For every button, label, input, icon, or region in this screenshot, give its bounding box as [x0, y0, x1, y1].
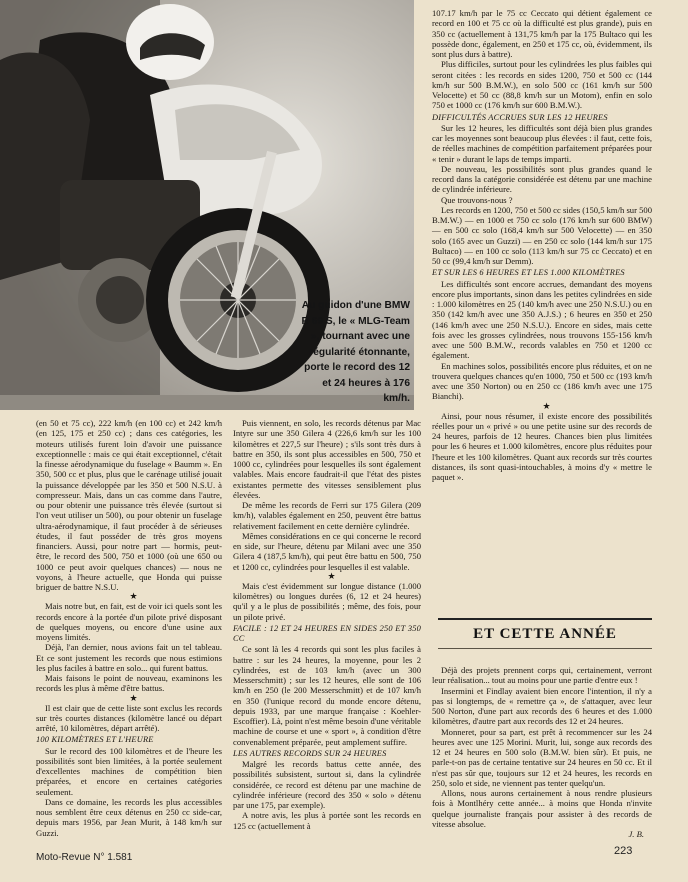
section-heading: ET SUR LES 6 HEURES ET LES 1.000 KILOMÈTRES — [432, 268, 625, 278]
section-heading: FACILE : 12 ET 24 HEURES EN SIDES 250 ET 350 CC — [233, 623, 421, 643]
paragraph: Plus difficiles, surtout pour les cylindrées les plus faibles qui seront citées : les records en sides 1200, 750 et 500 cc (144 km/h sur 500 B.M.W.), en solo 500 cc (161 km/h sur 500 Velocette) et 50 cc (88,8 km/h sur un Motom), enfin en solo 750 et 1000 cc (176 km/h sur 600 B.M.W.). — [432, 59, 652, 111]
section-title: ET CETTE ANNÉE — [473, 626, 617, 642]
separator-star: ★ — [327, 570, 336, 581]
paragraph: Mêmes considérations en ce qui concerne le record en side, sur l'heure, détenu par Milani avec une 350 Gilera 4 (187,5 km/h), qui peut être battu en 500, 750 et 1200 cc, cylindrées pour lesquelles il est valable. — [233, 530, 421, 572]
separator-star: ★ — [129, 591, 138, 602]
paragraph: Sur les 12 heures, les difficultés sont déjà bien plus grandes car les moyennes sont beaucoup plus élevées : il faut, cette fois, de réelles machines de compétition parfaitement préparées pour « tenir » durant le laps de temps imparti. — [432, 122, 652, 164]
paragraph: De nouveau, les possibilités sont plus grandes quand le record dans la catégorie considérée est détenu par une machine de cylindrée inférieure. — [432, 163, 652, 195]
paragraph: En machines solos, possibilités encore plus réduites, et on ne trouvera quelques chances qu'en 1000, 750 et 500 cc (193 km/h avec une 350 Norton) ou en 250 cc (186 km/h avec une 175 Bianchi). — [432, 360, 652, 402]
paragraph: Mais faisons le point de nouveau, examinons les records les plus à même d'être battus. — [36, 673, 222, 694]
page-number: 223 — [614, 845, 633, 857]
paragraph: Mais c'est évidemment sur longue distance (1.000 kilomètres) ou longues durées (6, 12 et 24 heures) qu'il y a le plus de possibilités ; même, des fois, pour un pilote privé. — [233, 580, 421, 622]
article-column-3 — [432, 8, 652, 482]
paragraph: Déjà des projets prennent corps qui, certainement, verront leur réalisation... tout au moins pour une partie d'entre eux ! — [432, 665, 652, 686]
section-heading: DIFFICULTÉS ACCRUES SUR LES 12 HEURES — [432, 112, 608, 122]
motorcycle-photo — [0, 0, 414, 410]
paragraph: Allons, nous aurons certainement à nous rendre plusieurs fois à Montlhéry cette année... à moins que Honda n'invite quelque journaliste français pour assister à des records de vitesse absolue. — [432, 788, 652, 829]
paragraph: Déjà, l'an dernier, nous avions fait un tel tableau. Et ce sont justement les records que nous estimions les plus faciles à battre en solo... qui furent battus. — [36, 642, 222, 673]
paragraph: Sur le record des 100 kilomètres et de l'heure les possibilités sont bien limitées, à la portée seulement d'excellentes machines de compétition bien préparées, et encore en certaines catégories seulement. — [36, 745, 222, 797]
paragraph: Ce sont là les 4 records qui sont les plus faciles à battre : sur les 24 heures, la moyenne, pour les 2 cylindrées, est de 103 km/h (avec un 300 Messerschmitt) ; sur les 12 heures, elle sont de 106 km/h en 250 (le 200 Messerschmitt) et de 107 km/h en 350 (l'unique record du monde encore détenu, depuis 1933, par une marque française : Koehler-Escoffier). Là, point n'est même besoin d'une véritable machine de course et une « sport », à condition d'être convenablement préparée, peut amplement suffire. — [233, 644, 421, 747]
article-column-3-continued — [432, 665, 652, 839]
paragraph: Insermini et Findlay avaient bien encore l'intention, il n'y a pas si longtemps, de « remettre ça », de s'attaquer, avec leur 500 Norton, d'une part aux records des 6 heures et des 1.000 kilomètres, d'autre part aux records des 12 et 24 heures. — [432, 685, 652, 727]
paragraph: Les records en 1200, 750 et 500 cc sides (150,5 km/h sur 500 B.M.W.) — en 1000 et 750 cc solo (176 km/h sur 600 BMW) — en 500 cc solo (168,4 km/h sur 500 Velocette) — en 350 solo (165 avec un Guzzi) — en 250 cc solo (144 km/h sur 175 Bultaco) — en 100 cc solo (113 km/h sur 75 cc Ceccato) et en 50 cc (99,4 km/h sur Demm). — [432, 204, 652, 266]
paragraph: A notre avis, les plus à portée sont les records en 125 cc (actuellement à — [233, 810, 421, 831]
paragraph: De même les records de Ferri sur 175 Gilera (209 km/h), valables également en 250, peuvent être battus relativement facilement en cette dernière cylindrée. — [233, 500, 421, 531]
magazine-issue: Moto-Revue N° 1.581 — [36, 852, 133, 863]
paragraph: Dans ce domaine, les records les plus accessibles nous semblent être ceux détenus en 250 cc side-car, depuis mars 1956, par Jean Murit, à 148 km/h sur Guzzi. — [36, 796, 222, 838]
paragraph: Il est clair que de cette liste sont exclus les records sur très courtes distances (kilomètre lancé ou départ arrêté, 10 kilomètres, départ arrêté). — [36, 702, 222, 733]
separator-star: ★ — [129, 692, 138, 703]
paragraph: Monneret, pour sa part, est prêt à recommencer sur les 24 heures avec une 125 Morini. Murit, lui, songe aux records des 12 et 24 heures en 500 solo (B.M.W. bien sûr). Et puis, ne parle-t-on pas de certaine tentative sur 24 heures en 50 cc. Et il n'est pas sûr que, toujours sur 12 et 24 heures, les records en 250, solo et side, ne viennent pas tenter quelqu'un. — [432, 726, 652, 788]
paragraph: Mais notre but, en fait, est de voir ici quels sont les records encore à la portée d'un pilote privé disposant de quelques moyens, ou encore d'une usine aux moyens limités. — [36, 601, 222, 642]
paragraph: Ainsi, pour nous résumer, il existe encore des possibilités réelles pour un « privé » ou une petite usine sur des records de 24 heures, parfois de 12 heures. Chances bien plus limitées pour les 6 heures et 1.000 kilomètres, encore plus réduites pour l'heure et les 100 kilomètres. Quant aux records sur très courtes distances, ils sont quasi-intouchables, à moins d'y « mettre le paquet ». — [432, 410, 652, 482]
section-heading: 100 KILOMÈTRES ET L'HEURE — [36, 735, 154, 745]
paragraph: Malgré les records battus cette année, des possibilités subsistent, surtout si, dans la cylindrée considérée, ce record est détenu par une machine de cylindrée inférieure (record des 350 « solo » détenu par une 175, par exemple). — [233, 759, 421, 810]
paragraph: (en 50 et 75 cc), 222 km/h (en 100 cc) et 242 km/h (en 125, 175 et 250 cc) ; dans ces catégories, les moteurs utilisés furent loin d'avoir une puissance exceptionnelle : mais ce qui était exceptionnel, c'était la finesse aérodynamique du fuselage « Baumm ». En 350, 500 cc et plus, plus que le carénage utilisé jouait la puissance développée par les 350 et 500 N.S.U. à compresseur. Mais, dans un cas comme dans l'autre, ou pour obtenir une puissance très élevée (surtout si l'on veut utiliser un 500), ou pour obtenir un fuselage ultra-aérodynamique, il faut procéder à de sérieuses études, il faut posséder de très gros moyens financiers. Aussi, pour notre part — hormis, peut-être, le record des 500, 750 et 1000 (où une 650 ou 1000 ce peut avoir quelques chances) — nous ne voyons, à l'heure actuelle, que Honda qui puisse briguer de battre N.S.U. — [36, 418, 222, 592]
article-column-2 — [233, 418, 421, 831]
paragraph: Puis viennent, en solo, les records détenus par Mac Intyre sur une 350 Gilera 4 (226,6 km/h sur les 100 kilomètres et 227,5 sur l'heure) ; s'ils sont très durs à battre en 350, ils sont plus accessibles en 500, 750 et 1000 cc, cylindrées pour lesquelles ils sont également valables. Mais encore faudrait-il que l'état des pistes existantes permette des vitesses sensiblement plus élevées. — [233, 418, 421, 500]
section-heading: LES AUTRES RECORDS SUR 24 HEURES — [233, 748, 387, 758]
paragraph: Les difficultés sont encore accrues, demandant des moyens encore plus importants, sinon dans les petites cylindrées en side : 1.000 kilomètres en 25 (140 km/h avec une 250 N.S.U.) ou en 350 (142 km/h avec une 350 A.J.S.) ; 6 heures en 350 et 250 (146 km/h avec une 250 N.S.U.). Encore en sides, mais cette fois avec les grosses cylindrées, nous trouvons 155-156 km/h avec une 500 B.M.W., records valables en 750 et 1200 cc également. — [432, 278, 652, 361]
article-column-1 — [36, 418, 222, 838]
section-banner — [438, 620, 652, 649]
paragraph: 107.17 km/h par le 75 cc Ceccato qui détient également ce record en 100 et 75 cc où la difficulté est plus grande), puis en 350 cc (actuellement à 131,75 km/h par la 175 Bultaco qui les possède donc, également, en 250 et 175 cc, où, évidemment, ils sont plus durs à battre). — [432, 8, 652, 59]
paragraph: Que trouvons-nous ? — [441, 194, 513, 205]
separator-star: ★ — [542, 400, 551, 411]
author-signature: J. B. — [628, 829, 644, 839]
photo-caption: Au guidon d'une BMW R 69 S, le « MLG-Team », tournant avec une régularité étonnante, porte le record des 12 et 24 heures à 176 km/h. — [301, 300, 410, 404]
